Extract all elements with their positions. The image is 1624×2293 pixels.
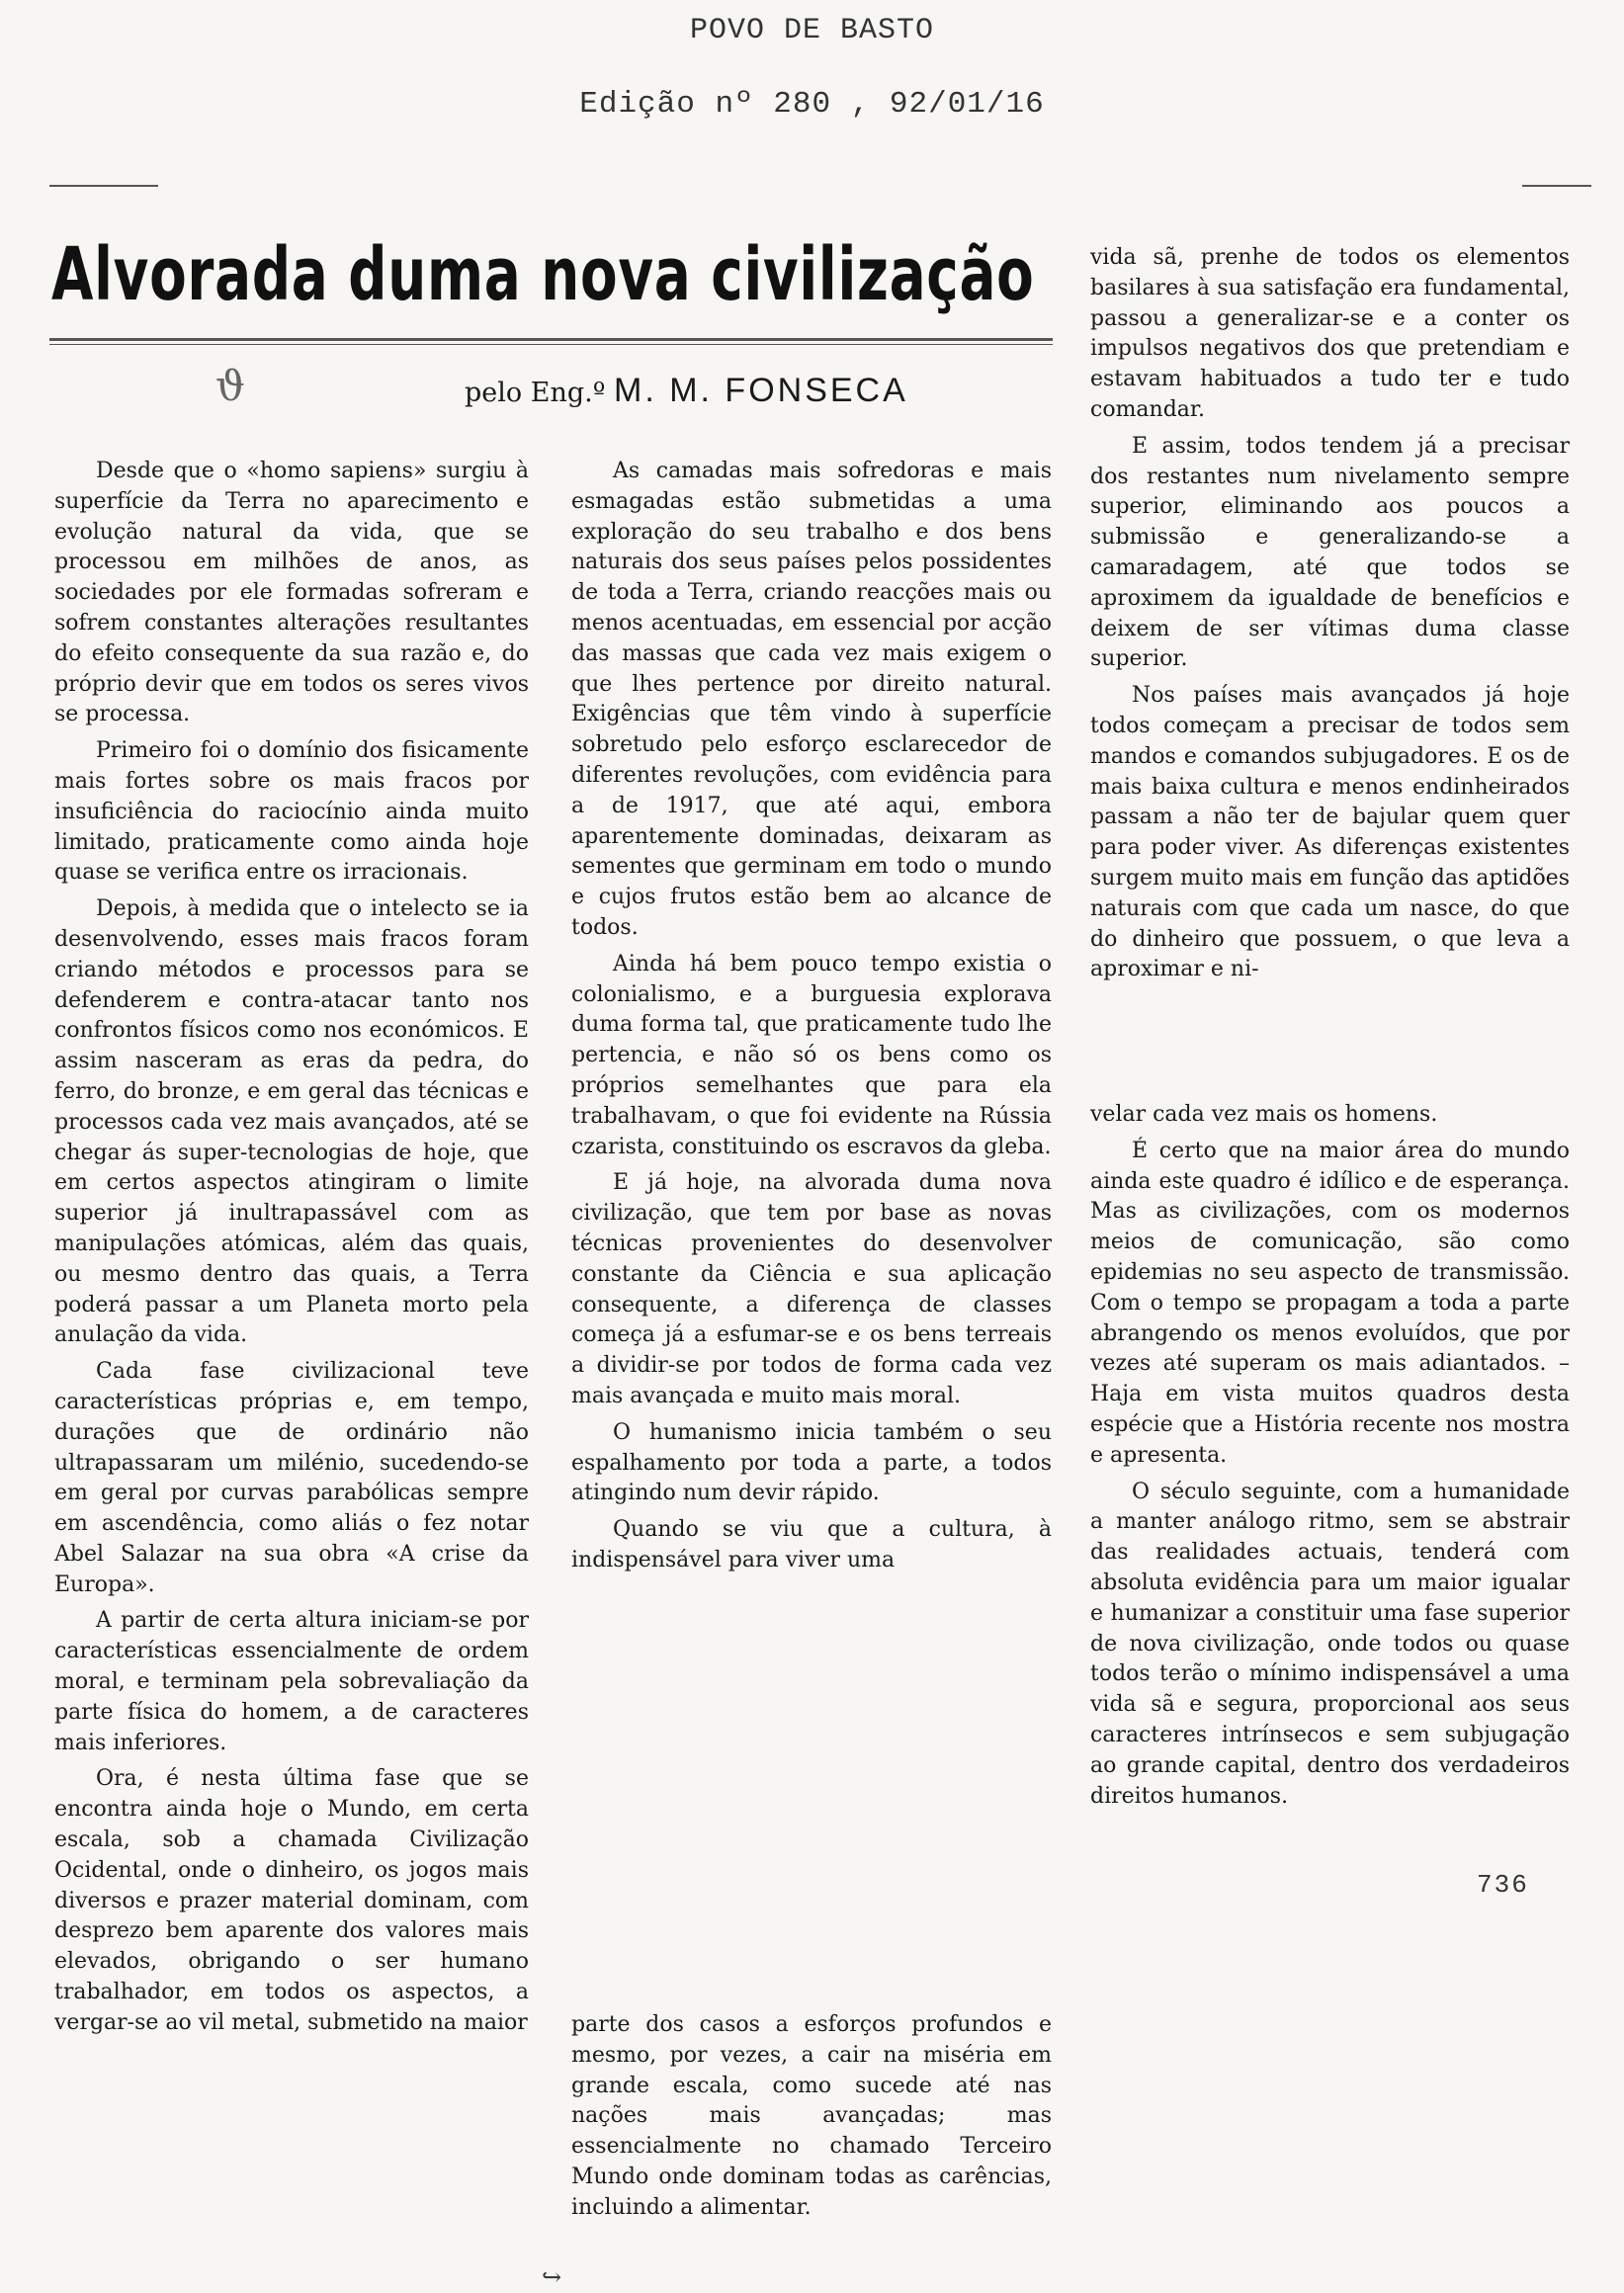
byline-prefix: pelo Eng.º: [465, 378, 606, 408]
title-rule-thin: [49, 344, 1053, 345]
paragraph: Cada fase civilizacional teve características próprias e, em tempo, durações que de ordinário não ultrapassaram um milénio, sucedendo-se em geral por curvas parabólicas sempre em ascendência, como aliás o fez notar Abel Salazar na sua obra «A crise da Europa».: [54, 1359, 529, 1597]
paragraph: Depois, à medida que o intelecto se ia desenvolvendo, esses mais fracos foram criando métodos e processos para se defenderem e contra-atacar tanto nos confrontos físicos como nos económicos. E assim nasceram as eras da pedra, do ferro, do bronze, e em geral das técnicas e processos cada vez mais avançados, até se chegar ás super-tecnologias de hoje, que em certos aspectos atingiram o limite superior já inultrapassável com as manipulações atómicas, além das quais, ou mesmo dentro das quais, a Terra poderá passar a um Planeta morto pela anulação da vida.: [54, 896, 529, 1348]
paragraph: velar cada vez mais os homens.: [1090, 1102, 1438, 1127]
paragraph: O humanismo inicia também o seu espalhamento por toda a parte, a todos atingindo num devir rápido.: [571, 1419, 1052, 1506]
paragraph: Primeiro foi o domínio dos fisicamente mais fortes sobre os mais fracos por insuficiência do raciocínio ainda muito limitado, praticamente como ainda hoje quase se verifica entre os irracionais.: [54, 738, 529, 886]
paragraph: A partir de certa altura iniciam-se por características essencialmente de ordem moral, e terminam pela sobrevaliação da parte física do homem, a de caracteres mais inferiores.: [54, 1608, 529, 1755]
publication-name: POVO DE BASTO: [689, 14, 935, 47]
paragraph: E já hoje, na alvorada duma nova civilização, que tem por base as novas técnicas provenientes do desenvolver constante da Ciência e sua aplicação consequente, a diferença de classes começa já a esfumar-se e os bens terreais a dividir-se por todos de forma cada vez mais avançada e muito mais moral.: [571, 1170, 1052, 1408]
continuation-arrow-icon: ↪: [542, 2263, 562, 2291]
article-column-2-continued: [571, 2010, 1052, 2230]
article-column-3-continued: [1090, 1100, 1570, 1818]
page-number: 736: [1477, 1870, 1529, 1900]
article-column-1: [54, 457, 529, 2045]
paragraph: Nos países mais avançados já hoje todos começam a precisar de todos sem mandos e comandos subjugadores. E os de mais baixa cultura e menos endinheirados passam a não ter de bajular quem quer para poder viver. As diferenças existentes surgem muito mais em função das aptidões naturais com que cada um nasce, do que do dinheiro que possuem, o que leva a aproximar e ni-: [1090, 683, 1570, 982]
paragraph: As camadas mais sofredoras e mais esmagadas estão submetidas a uma exploração do seu trabalho e dos bens naturais dos seus países pelos possidentes de toda a Terra, criando reacções mais ou menos acentuadas, em essencial por acção das massas que cada vez mais exigem o que lhes pertence por direito natural. Exigências que têm vindo à superfície sobretudo pelo esforço esclarecedor de diferentes revoluções, com evidência para a de 1917, que até aqui, embora aparentemente dominadas, deixaram as sementes que germinam em todo o mundo e cujos frutos estão bem ao alcance de todos.: [571, 459, 1052, 940]
edition-line: Edição nº 280 , 92/01/16: [579, 87, 1045, 122]
article-column-2: [571, 457, 1052, 1582]
top-rule-right: [1522, 185, 1591, 187]
paragraph: Quando se viu que a cultura, à indispensável para viver uma: [571, 1517, 1052, 1572]
byline: [465, 372, 908, 410]
top-rule-left: [49, 185, 158, 187]
article-title: Alvorada duma nova civilização: [51, 232, 1035, 317]
paragraph: O século seguinte, com a humanidade a manter análogo ritmo, sem se abstrair das realidades actuais, tenderá com absoluta evidência para um maior igualar e humanizar a constituir uma fase superior de nova civilização, onde todos ou quase todos terão o mínimo indispensável a uma vida sã e segura, proporcional aos seus caracteres intrínsecos e sem subjugação ao grande capital, dentro dos verdadeiros direitos humanos.: [1090, 1479, 1570, 1809]
paragraph: vida sã, prenhe de todos os elementos basilares à sua satisfação era fundamental, passou a generalizar-se e a conter os impulsos negativos dos que pretendiam e estavam habituados a tudo ter e tudo comandar.: [1090, 245, 1570, 422]
paragraph: Desde que o «homo sapiens» surgiu à superfície da Terra no aparecimento e evolução natural da vida, que se processou em milhões de anos, as sociedades por ele formadas sofreram e sofrem constantes alterações resultantes do efeito consequente da sua razão e, do próprio devir que em todos os seres vivos se processa.: [54, 459, 529, 727]
article-column-3: [1090, 243, 1570, 991]
paragraph: É certo que na maior área do mundo ainda este quadro é idílico e de esperança. Mas as civilizações, com os modernos meios de comunicação, são como epidemias no seu aspecto de transmissão. Com o tempo se propagam a toda a parte abrangendo os menos evoluídos, que por vezes até superam os mais adiantados. – Haja em vista muitos quadros desta espécie que a História recente nos mostra e apresenta.: [1090, 1138, 1570, 1468]
handwritten-mark: ϑ: [215, 362, 246, 410]
paragraph: E assim, todos tendem já a precisar dos restantes num nivelamento sempre superior, eliminando aos poucos a submissão e generalizando-se a camaradagem, até que todos se aproximem da igualdade de benefícios e deixem de ser vítimas duma classe superior.: [1090, 433, 1570, 672]
paragraph: parte dos casos a esforços profundos e mesmo, por vezes, a cair na miséria em grande escala, como sucede até nas nações mais avançadas; mas essencialmente no chamado Terceiro Mundo onde dominam todas as carências, incluindo a alimentar.: [571, 2012, 1052, 2220]
title-rule: [49, 338, 1053, 341]
author-name: M. M. FONSECA: [614, 372, 908, 409]
paragraph: Ainda há bem pouco tempo existia o colonialismo, e a burguesia explorava duma forma tal, que praticamente tudo lhe pertencia, e não só os bens como os próprios semelhantes que para ela trabalhavam, o que foi evidente na Rússia czarista, constituindo os escravos da gleba.: [571, 951, 1052, 1159]
paragraph: Ora, é nesta última fase que se encontra ainda hoje o Mundo, em certa escala, sob a chamada Civilização Ocidental, onde o dinheiro, os jogos mais diversos e prazer material dominam, com desprezo bem aparente dos valores mais elevados, obrigando o ser humano trabalhador, em todos os aspectos, a vergar-se ao vil metal, submetido na maior: [54, 1766, 529, 2035]
